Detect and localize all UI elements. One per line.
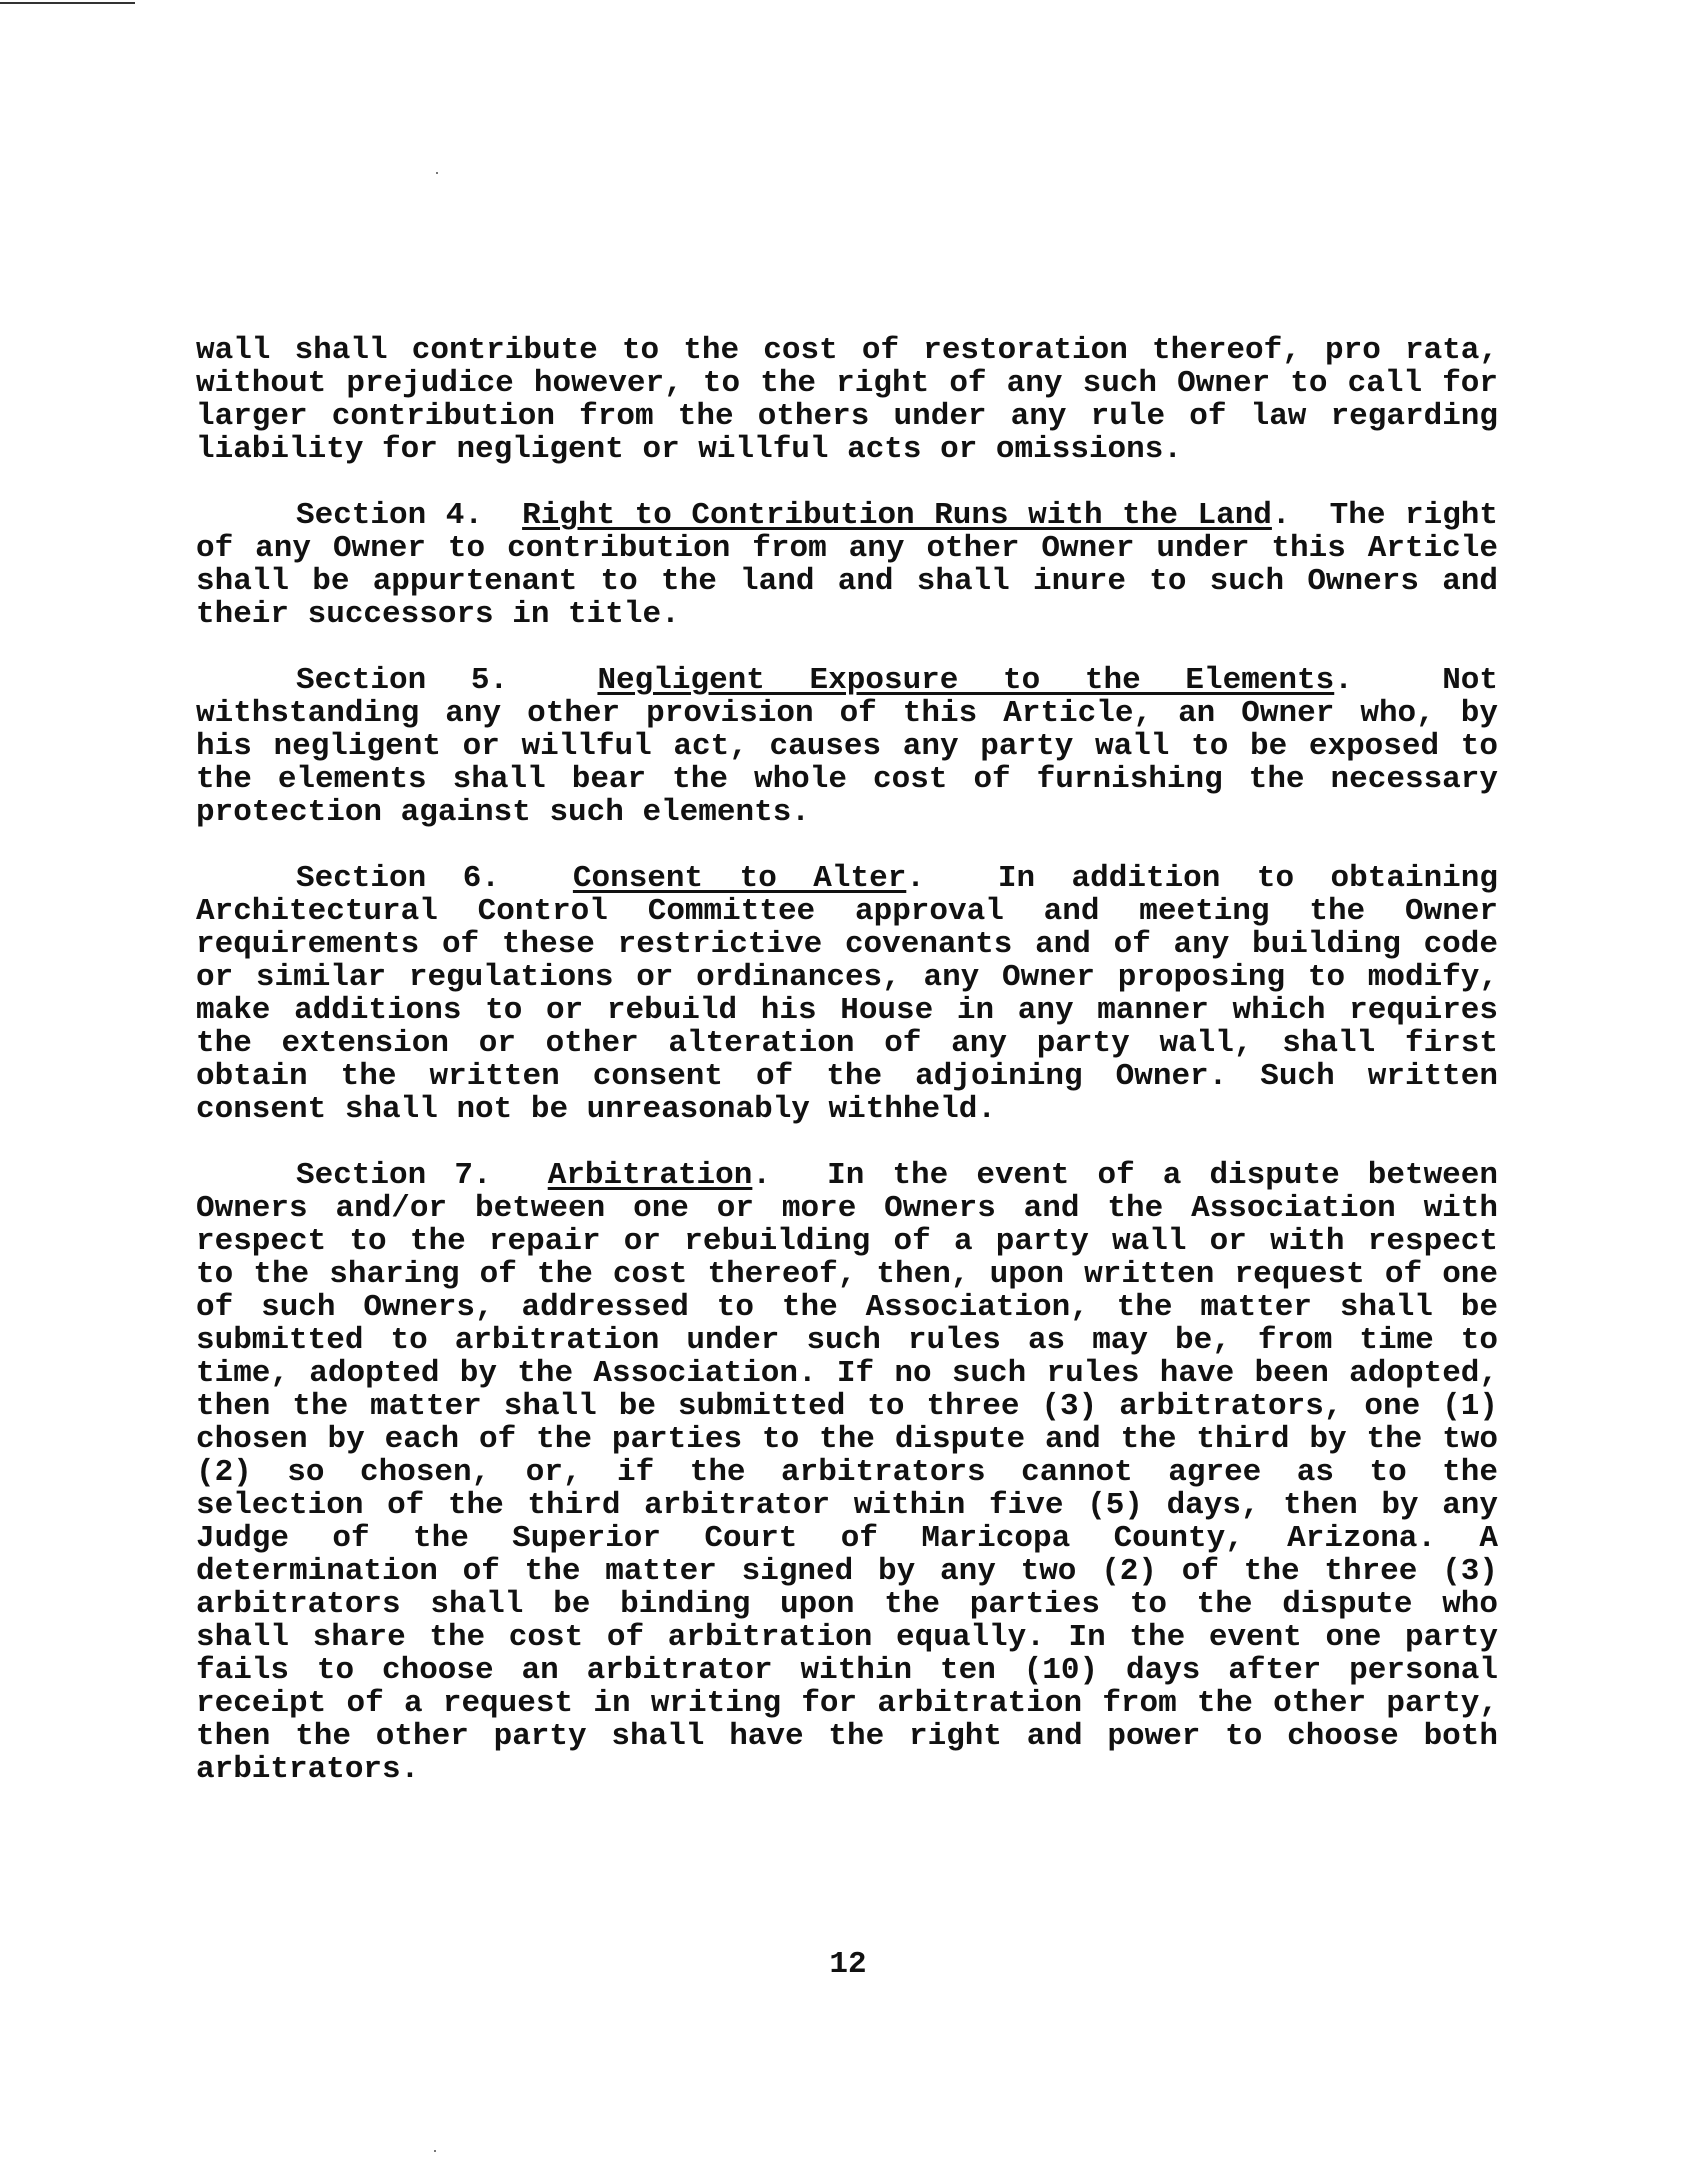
section-heading: Right to Contribution Runs with the Land	[522, 498, 1272, 533]
section-5-paragraph	[196, 664, 1498, 829]
section-label: Section 7.	[296, 1158, 492, 1193]
section-heading: Arbitration	[547, 1158, 753, 1193]
section-label: Section 6.	[296, 861, 500, 896]
section-heading: Consent to Alter	[572, 861, 907, 896]
heading-punctuation: .	[1334, 663, 1353, 698]
paragraph-text: The right of any Owner to contribution from any other Owner under this Article shall be appurtenant to the land and shall inure to such Owners and their successors in title.	[196, 498, 1498, 632]
section-7-paragraph	[196, 1159, 1498, 1786]
section-4-paragraph	[196, 499, 1498, 631]
heading-punctuation: .	[1271, 498, 1291, 533]
section-label: Section 5.	[296, 663, 509, 698]
paragraph-text: In the event of a dispute between Owners and/or between one or more Owners and the Association with respect to the repair or rebuilding of a party wall or with respect to the sharing of the cost thereof, then, upon written request of one of such Owners, addressed to the Association, the matter shall be submitted to arbitration under such rules as may be, from time to time, adopted by the Association. If no such rules have been adopted, then the matter shall be submitted to three (3) arbitrators, one (1) chosen by each of the parties to the dispute and the third by the two (2) so chosen, or, if the arbitrators cannot agree as to the selection of the third arbitrator within five (5) days, then by any Judge of the Superior Court of Maricopa County, Arizona. A determination of the matter signed by any two (2) of the three (3) arbitrators shall be binding upon the parties to the dispute who shall share the cost of arbitration equally. In the event one party fails to choose an arbitrator within ten (10) days after personal receipt of a request in writing for arbitration from the other party, then the other party shall have the right and power to choose both arbitrators.	[196, 1158, 1498, 1787]
heading-punctuation: .	[906, 861, 925, 896]
section-label: Section 4.	[296, 498, 483, 533]
paragraph-text: Not withstanding any other provision of this Article, an Owner who, by his negligent or willful act, causes any party wall to be exposed to the elements shall bear the whole cost of furnishing the necessary protection against such elements.	[196, 663, 1498, 830]
paragraph-continuation	[196, 334, 1498, 466]
section-heading: Negligent Exposure to the Elements	[597, 663, 1335, 698]
document-body	[196, 334, 1498, 1819]
scan-edge-mark	[0, 2, 135, 4]
scan-speck	[434, 2150, 436, 2152]
section-6-paragraph	[196, 862, 1498, 1126]
heading-punctuation: .	[752, 1158, 771, 1193]
scan-speck	[436, 172, 438, 174]
page-number: 12	[829, 1947, 867, 1982]
paragraph-text: wall shall contribute to the cost of restoration thereof, pro rata, without prejudice however, to the right of any such Owner to call for larger contribution from the others under any rule of law regarding liability for negligent or willful acts or omissions.	[196, 333, 1498, 467]
paragraph-text: In addition to obtaining Architectural Control Committee approval and meeting the Owner requirements of these restrictive covenants and of any building code or similar regulations or ordinances, any Owner proposing to modify, make additions to or rebuild his House in any manner which requires the extension or other alteration of any party wall, shall first obtain the written consent of the adjoining Owner. Such written consent shall not be unreasonably withheld.	[196, 861, 1498, 1127]
